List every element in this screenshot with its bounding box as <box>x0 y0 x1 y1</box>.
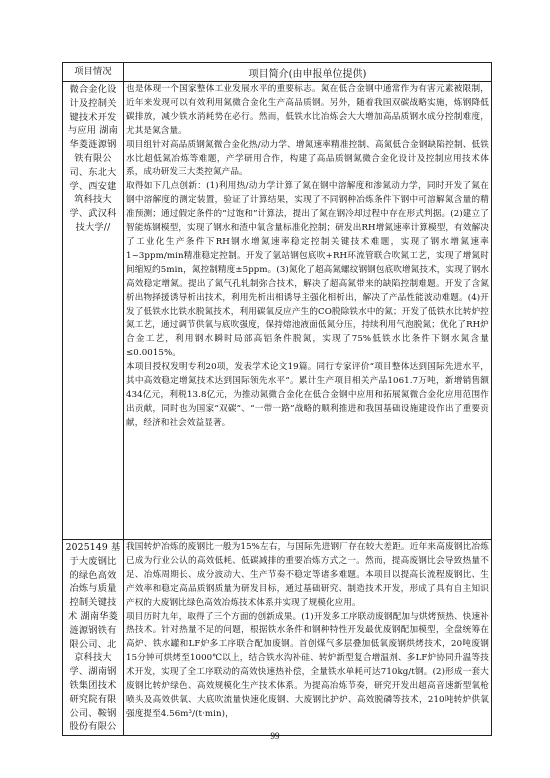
summary-paragraph: 项目组针对高品质钢氮微合金化热/动力学、增氮速率精准控制、高氮低合金钢缺陷控制、低铁水比超低氮冶炼等难题，产学研用合作，构建了高品质钢氮微合金化设计及控制应用技术体系，成功研发三大类控氮产品。 <box>126 139 489 178</box>
summary-paragraph: 项目历时九年，取得了三个方面的创新成果。(1)开发多工序联动废钢配加与烘烤预热、快速补热技术。针对热量不足的问题，根据铁水条件和钢种特性开发最优废钢配加模型，全盘统筹在高炉、铁水罐和LF炉多工序联合配加废钢。首创煤气多层叠加低氧废钢烘烤技术，20吨废钢15分钟可烘烤至1000℃以上，结合铁水沟补硅、转炉新型复合增温剂、多LF炉协同升温等技术开发，实现了全工序联动的高效快速热补偿，全量铁水单耗可达710kg/t钢。(2)形成一套大废钢比转炉绿色、高效规模化生产技术体系。为提高冶炼节奏，研究开发出超高音速新型氧枪喷头及高效供氧、大底吹流量快速化废钢、大废钢比护炉、高效脱磷等技术，210吨转炉供氧强度提至4.56m³/(t·min)， <box>126 611 489 719</box>
summary-paragraph: 本项目授权发明专利20项，发表学术论文19篇。同行专家评价“项目整体达到国际先进水平，其中高效稳定增氮技术达到国际领先水平”。累计生产项目相关产品1061.7万吨，新增销售额434亿元，利税13.8亿元，为推动氮微合金化在低合金钢中应用和拓展氮微合金化应用范围作出贡献，同时也为国家“双碳”、“一带一路”战略的顺利推进和我国基础设施建设作出了重要贡献，经济和社会效益显著。 <box>126 362 489 428</box>
summary-paragraph: 取得如下几点创新：(1)利用热/动力学计算了氮在钢中溶解度和渗氮动力学，同时开发了氮在钢中溶解度的测定装置，验证了计算结果，实现了不同钢种冶炼条件下钢中可溶解氮含量的精准预测；通过假定条件的“过饱和”计算法，提出了氮在钢冷却过程中存在形式判据。(2)建立了智能炼钢模型，实现了钢水和渣中氧含量标准化控制；研发出RH增氮速率计算模型，有效解决了工业化生产条件下RH钢水增氮速率稳定控制关键技术难题，实现了钢水增氮速率1~3ppm/min精准稳定控制。开发了氩站钢包底吹+RH环流管联合吹氮工艺，实现了增氮时间缩短约5min，氮控制精度±5ppm。(3)氮化了超高氮螺纹钢钢包底吹增氮技术，实现了钢水高效稳定增氮。提出了氮气孔轧制弥合技术，解决了超高氮带来的缺陷控制难题。开发了含氮析出物择援诱导析出技术，利用先析出相诱导主强化相析出，解决了产品性能波动难题。(4)开发了低铁水比铁水脱氮技术，利用碳氧反应产生的CO脱除铁水中的氮；开发了低铁水比转炉控氮工艺，通过调节供氧与底吹强度，保持熔池液面低氮分压，持续利用气泡脱氮；优化了RH炉合金工艺，利用钢水瞬时局部高铝条件脱氮，实现了75%低铁水比条件下钢水氮含量≤0.0015%。 <box>126 181 489 359</box>
page-number: 99 <box>270 731 280 741</box>
project-info-cell: 2025149 基于大废钢比的绿色高效冶炼与质量控制关键技术 湖南华菱涟源钢铁有限公司、北京科技大学、湖南钢铁集团技术研究院有限公司、鞍钢股份有限公 <box>63 540 124 736</box>
project-info-cell: 微合金化设计及控制关键技术开发与应用 湖南华菱涟源钢铁有限公司、东北大学、西安建筑科技大学、武汉科技大学// <box>63 82 124 540</box>
project-summary-cell <box>124 82 492 540</box>
table-header-row <box>63 63 492 82</box>
summary-paragraph: 也是体现一个国家整体工业发展水平的重要标志。氮在低合金钢中通常作为有害元素被限制，近年来发现可以有效利用氮微合金化生产高品质钢。另外，随着我国双碳战略实施，炼钢降低碳排放，减少铁水消耗势在必行。然而，低铁水比冶炼会大大增加高品质钢水成分控制难度，尤其是氮含量。 <box>126 84 489 136</box>
summary-paragraph: 我国转炉冶炼的废钢比一般为15%左右，与国际先进钢厂存在较大差距。近年来高废钢比冶炼已成为行业公认的高效低耗、低碳减排的重要冶炼方式之一。然而，提高废钢比会导致热量不足、冶炼周期长、成分波动大、生产节奏不稳定等诸多难题。本项目以提高长流程废钢比、生产效率和稳定高品质钢质量为研发目标，通过基础研究、制造技术开发，形成了具有自主知识产权的大废钢比绿色高效冶炼技术体系并实现了规模化应用。 <box>126 542 489 608</box>
project-table <box>62 62 492 736</box>
table-row <box>63 540 492 736</box>
header-project-info: 项目情况 <box>63 63 124 82</box>
header-project-summary: 项目简介(由申报单位提供) <box>124 63 492 82</box>
project-summary-cell <box>124 540 492 736</box>
table-row <box>63 82 492 540</box>
